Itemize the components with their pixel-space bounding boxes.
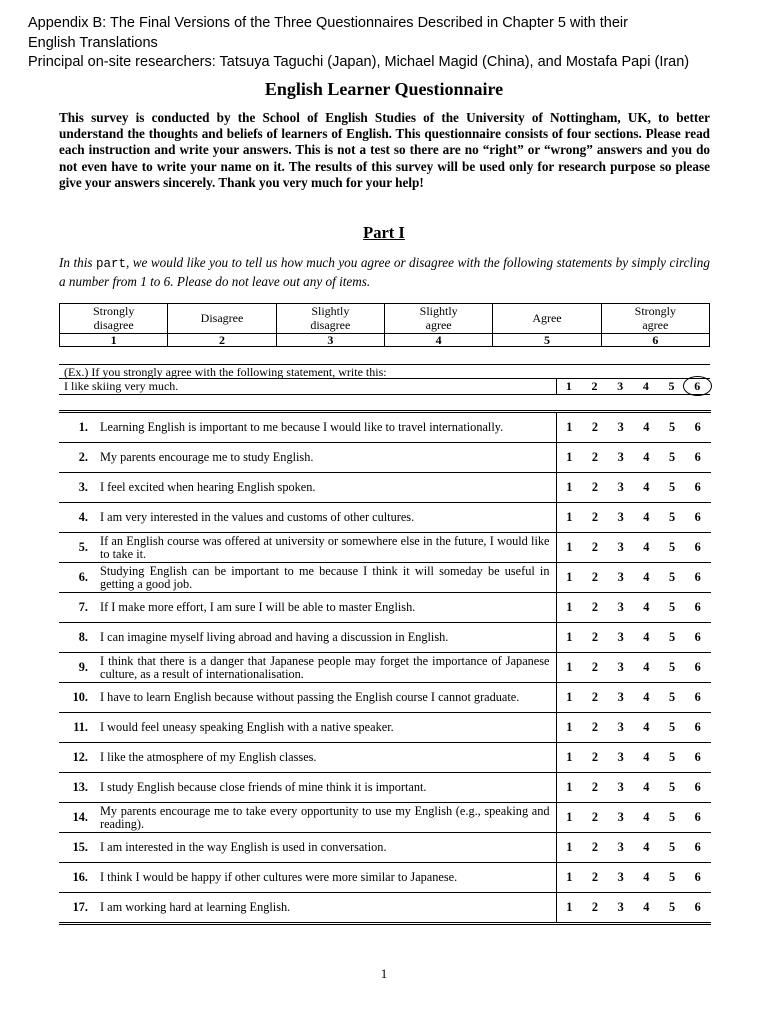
response-option-5[interactable]: 5 — [668, 750, 676, 764]
question-number: 12. — [59, 743, 94, 773]
question-row — [59, 863, 711, 893]
question-response-options — [556, 833, 711, 863]
response-option-group — [557, 811, 711, 824]
response-option-3[interactable]: 3 — [617, 570, 624, 584]
response-option-1[interactable]: 1 — [566, 900, 573, 914]
question-number: 5. — [59, 533, 94, 563]
question-response-options — [556, 623, 711, 653]
question-text: Studying English can be important to me because I think it will someday be useful in getting a good job. — [94, 563, 556, 593]
response-option-6[interactable]: 6 — [694, 600, 701, 614]
response-option-4[interactable]: 4 — [643, 540, 650, 554]
response-option-group — [557, 721, 711, 734]
response-option-1[interactable]: 1 — [566, 720, 573, 734]
appendix-header — [28, 14, 748, 73]
response-option-2[interactable]: 2 — [591, 720, 599, 734]
scale-label-4 — [384, 304, 492, 334]
question-row — [59, 773, 711, 803]
response-option-3[interactable]: 3 — [617, 480, 624, 494]
response-option-6[interactable]: 6 — [694, 630, 701, 644]
question-text: I think that there is a danger that Japanese people may forget the importance of Japanese culture, as a result of internationalisation. — [94, 653, 556, 683]
response-option-1[interactable]: 1 — [566, 480, 573, 494]
question-text: I study English because close friends of mine think it is important. — [94, 773, 556, 803]
example-bottom-rule — [59, 394, 710, 395]
response-option-1[interactable]: 1 — [566, 870, 573, 884]
response-option-3[interactable]: 3 — [617, 510, 624, 524]
response-option-2[interactable]: 2 — [591, 570, 599, 584]
question-response-options — [556, 713, 711, 743]
example-option-4: 4 — [642, 379, 649, 393]
question-row — [59, 443, 711, 473]
rating-scale-table — [59, 303, 710, 347]
scale-number-1: 1 — [60, 334, 168, 347]
question-number: 15. — [59, 833, 94, 863]
response-option-3[interactable]: 3 — [617, 600, 624, 614]
question-response-options — [556, 773, 711, 803]
question-row — [59, 743, 711, 773]
response-option-group — [557, 691, 711, 704]
response-option-3[interactable]: 3 — [617, 870, 624, 884]
response-option-2[interactable]: 2 — [591, 840, 599, 854]
response-option-1[interactable]: 1 — [566, 810, 573, 824]
question-number: 2. — [59, 443, 94, 473]
response-option-6[interactable]: 6 — [694, 780, 701, 794]
question-text: I am interested in the way English is used in conversation. — [94, 833, 556, 863]
example-instruction: (Ex.) If you strongly agree with the following statement, write this: — [64, 365, 387, 379]
question-text: If an English course was offered at university or somewhere else in the future, I would like to take it. — [94, 533, 556, 563]
response-option-6[interactable]: 6 — [694, 690, 701, 704]
question-number: 3. — [59, 473, 94, 503]
items-body — [59, 412, 711, 924]
response-option-group — [557, 751, 711, 764]
question-row — [59, 593, 711, 623]
question-text: I think I would be happy if other cultures were more similar to Japanese. — [94, 863, 556, 893]
response-option-6[interactable]: 6 — [694, 750, 701, 764]
example-option-1: 1 — [565, 379, 572, 393]
response-option-4[interactable]: 4 — [643, 660, 650, 674]
response-option-3[interactable]: 3 — [617, 900, 624, 914]
response-option-4[interactable]: 4 — [643, 900, 650, 914]
question-row — [59, 473, 711, 503]
response-option-6[interactable]: 6 — [694, 570, 701, 584]
response-option-3[interactable]: 3 — [617, 750, 624, 764]
response-option-2[interactable]: 2 — [591, 420, 599, 434]
response-option-4[interactable]: 4 — [643, 870, 650, 884]
question-text: I feel excited when hearing English spoken. — [94, 473, 556, 503]
scale-label-2 — [168, 304, 276, 334]
example-option-6: 6 — [694, 379, 701, 393]
question-number: 13. — [59, 773, 94, 803]
question-row — [59, 563, 711, 593]
question-number: 1. — [59, 412, 94, 443]
response-option-4[interactable]: 4 — [643, 690, 650, 704]
response-option-1[interactable]: 1 — [566, 750, 573, 764]
scale-label-5 — [493, 304, 601, 334]
response-option-6[interactable]: 6 — [694, 810, 701, 824]
response-option-5[interactable]: 5 — [668, 420, 676, 434]
question-text: If I make more effort, I am sure I will be able to master English. — [94, 593, 556, 623]
response-option-1[interactable]: 1 — [566, 420, 573, 434]
response-option-6[interactable]: 6 — [694, 900, 701, 914]
question-number: 4. — [59, 503, 94, 533]
response-option-5[interactable]: 5 — [668, 480, 676, 494]
instruction-mono-word: part — [95, 257, 126, 271]
response-option-1[interactable]: 1 — [566, 600, 573, 614]
response-option-1[interactable]: 1 — [566, 510, 573, 524]
response-option-3[interactable]: 3 — [617, 810, 624, 824]
response-option-5[interactable]: 5 — [668, 690, 676, 704]
instruction-before: In this — [59, 255, 96, 270]
response-option-4[interactable]: 4 — [643, 450, 650, 464]
response-option-group — [557, 601, 711, 614]
scale-label-1a: Strongly — [92, 304, 135, 318]
response-option-1[interactable]: 1 — [566, 540, 573, 554]
question-row — [59, 503, 711, 533]
response-option-4[interactable]: 4 — [643, 600, 650, 614]
question-number: 8. — [59, 623, 94, 653]
scale-label-4b: agree — [425, 317, 452, 332]
response-option-6[interactable]: 6 — [694, 480, 701, 494]
response-option-2[interactable]: 2 — [591, 870, 599, 884]
response-option-group — [557, 661, 711, 674]
question-response-options — [556, 412, 711, 443]
scale-number-5: 5 — [493, 334, 601, 347]
response-option-1[interactable]: 1 — [566, 570, 573, 584]
part-instruction — [59, 254, 710, 290]
response-option-5[interactable]: 5 — [668, 780, 676, 794]
question-response-options — [556, 803, 711, 833]
question-response-options — [556, 563, 711, 593]
scale-number-6: 6 — [601, 334, 709, 347]
example-answer-circle — [683, 376, 712, 396]
response-option-4[interactable]: 4 — [643, 750, 650, 764]
question-response-options — [556, 893, 711, 924]
response-option-3[interactable]: 3 — [617, 630, 624, 644]
response-option-6[interactable]: 6 — [694, 510, 701, 524]
scale-label-row — [60, 304, 710, 334]
scale-label-5a: Agree — [532, 310, 562, 325]
response-option-2[interactable]: 2 — [591, 660, 599, 674]
response-option-5[interactable]: 5 — [668, 720, 676, 734]
response-option-6[interactable]: 6 — [694, 660, 701, 674]
question-response-options — [556, 653, 711, 683]
response-option-5[interactable]: 5 — [668, 570, 676, 584]
example-option-5: 5 — [668, 379, 675, 393]
example-option-2: 2 — [591, 379, 598, 393]
question-text: I have to learn English because without passing the English course I cannot graduate. — [94, 683, 556, 713]
response-option-group — [557, 871, 711, 884]
question-number: 9. — [59, 653, 94, 683]
question-text: I would feel uneasy speaking English with a native speaker. — [94, 713, 556, 743]
response-option-6[interactable]: 6 — [694, 840, 701, 854]
response-option-1[interactable]: 1 — [566, 450, 573, 464]
scale-label-6a: Strongly — [634, 304, 676, 318]
question-response-options — [556, 473, 711, 503]
question-text: I am very interested in the values and customs of other cultures. — [94, 503, 556, 533]
response-option-3[interactable]: 3 — [617, 660, 624, 674]
response-option-5[interactable]: 5 — [668, 660, 676, 674]
response-option-2[interactable]: 2 — [591, 750, 599, 764]
response-option-group — [557, 631, 711, 644]
scale-label-1b: disagree — [93, 317, 134, 332]
response-option-1[interactable]: 1 — [566, 660, 573, 674]
appendix-line-1: Appendix B: The Final Versions of the Three Questionnaires Described in Chapter 5 with their — [28, 15, 628, 31]
response-option-2[interactable]: 2 — [591, 780, 599, 794]
question-response-options — [556, 503, 711, 533]
response-option-1[interactable]: 1 — [566, 840, 573, 854]
question-response-options — [556, 593, 711, 623]
question-response-options — [556, 683, 711, 713]
question-row — [59, 803, 711, 833]
question-number: 7. — [59, 593, 94, 623]
response-option-2[interactable]: 2 — [591, 630, 599, 644]
response-option-3[interactable]: 3 — [617, 450, 624, 464]
scale-number-3: 3 — [276, 334, 384, 347]
response-option-3[interactable]: 3 — [617, 420, 624, 434]
question-text: I can imagine myself living abroad and having a discussion in English. — [94, 623, 556, 653]
response-option-4[interactable]: 4 — [643, 840, 650, 854]
example-option-3: 3 — [617, 379, 624, 393]
response-option-group — [557, 511, 711, 524]
response-option-2[interactable]: 2 — [591, 600, 599, 614]
response-option-6[interactable]: 6 — [694, 540, 701, 554]
response-option-5[interactable]: 5 — [668, 630, 676, 644]
response-option-5[interactable]: 5 — [668, 810, 676, 824]
response-option-2[interactable]: 2 — [591, 900, 599, 914]
question-row — [59, 623, 711, 653]
scale-label-2a: Disagree — [200, 310, 244, 325]
response-option-6[interactable]: 6 — [694, 450, 701, 464]
response-option-4[interactable]: 4 — [643, 780, 650, 794]
scale-label-6 — [601, 304, 709, 334]
appendix-line-3: Principal on-site researchers: Tatsuya Taguchi (Japan), Michael Magid (China), and Mostafa Papi (Iran) — [28, 54, 690, 70]
response-option-2[interactable]: 2 — [591, 450, 599, 464]
question-row — [59, 833, 711, 863]
question-text: My parents encourage me to study English. — [94, 443, 556, 473]
question-text: I am working hard at learning English. — [100, 900, 291, 914]
response-option-3[interactable]: 3 — [617, 540, 624, 554]
response-option-group — [557, 481, 711, 494]
response-option-4[interactable]: 4 — [643, 630, 650, 644]
page-number: 1 — [380, 966, 388, 981]
scale-number-4: 4 — [384, 334, 492, 347]
question-response-options — [556, 443, 711, 473]
instruction-after: , we would like you to tell us how much you agree or disagree with the following statements by simply circling a number from 1 to 6. Please do not leave out any of items. — [59, 255, 710, 289]
response-option-5[interactable]: 5 — [668, 540, 676, 554]
response-option-1[interactable]: 1 — [566, 630, 573, 644]
response-option-group — [557, 541, 711, 554]
response-option-4[interactable]: 4 — [643, 810, 650, 824]
response-option-3[interactable]: 3 — [617, 720, 624, 734]
response-option-4[interactable]: 4 — [643, 720, 650, 734]
scale-label-6b: agree — [642, 317, 669, 332]
response-option-2[interactable]: 2 — [591, 510, 599, 524]
response-option-group — [557, 571, 711, 584]
questionnaire-items-table — [59, 410, 711, 925]
scale-number-row — [60, 334, 710, 347]
question-row — [59, 713, 711, 743]
response-option-1[interactable]: 1 — [566, 690, 573, 704]
part-heading: Part I — [363, 223, 405, 242]
question-row — [59, 533, 711, 563]
example-box — [59, 364, 710, 395]
response-option-3[interactable]: 3 — [617, 690, 624, 704]
question-number: 17. — [72, 900, 88, 914]
response-option-group — [557, 781, 711, 794]
response-option-2[interactable]: 2 — [591, 480, 599, 494]
question-text: My parents encourage me to take every opportunity to use my English (e.g., speaking and reading). — [94, 803, 556, 833]
document-title: English Learner Questionnaire — [264, 79, 504, 99]
question-row — [59, 893, 711, 924]
response-option-6[interactable]: 6 — [694, 720, 701, 734]
response-option-6[interactable]: 6 — [694, 420, 701, 434]
response-option-group — [557, 421, 711, 434]
question-number: 10. — [59, 683, 94, 713]
response-option-1[interactable]: 1 — [566, 780, 573, 794]
response-option-4[interactable]: 4 — [643, 570, 650, 584]
response-option-5[interactable]: 5 — [668, 510, 676, 524]
appendix-line-2: English Translations — [28, 34, 158, 51]
question-response-options — [556, 743, 711, 773]
response-option-group — [557, 841, 711, 854]
question-number: 6. — [59, 563, 94, 593]
response-option-group — [557, 451, 711, 464]
response-option-5[interactable]: 5 — [668, 900, 676, 914]
question-number: 11. — [59, 713, 94, 743]
scale-label-1 — [60, 304, 168, 334]
intro-paragraph: This survey is conducted by the School of English Studies of the University of Nottingham, UK, to better understand the thoughts and beliefs of learners of English. This questionnaire consists of four sections. Please read each instruction and write your answers. This is not a test so there are no “right” or “wrong” answers and you do not even have to write your name on it. The results of this survey will be used only for research purpose so please give your answers sincerely. Thank you very much for your help! — [59, 110, 710, 190]
question-text: Learning English is important to me because I would like to travel internationally. — [94, 412, 556, 443]
response-option-3[interactable]: 3 — [617, 780, 624, 794]
response-option-4[interactable]: 4 — [643, 420, 650, 434]
question-number: 14. — [59, 803, 94, 833]
question-text: I like the atmosphere of my English classes. — [94, 743, 556, 773]
response-option-4[interactable]: 4 — [643, 480, 650, 494]
scale-label-3b: disagree — [310, 317, 351, 332]
response-option-3[interactable]: 3 — [617, 840, 624, 854]
response-option-5[interactable]: 5 — [668, 600, 676, 614]
response-option-group — [557, 901, 711, 914]
response-option-4[interactable]: 4 — [643, 510, 650, 524]
scale-label-4a: Slightly — [419, 304, 458, 318]
question-row — [59, 653, 711, 683]
scale-number-2: 2 — [168, 334, 276, 347]
response-option-5[interactable]: 5 — [668, 450, 676, 464]
question-response-options — [556, 863, 711, 893]
question-number: 16. — [59, 863, 94, 893]
question-row — [59, 412, 711, 443]
question-row — [59, 683, 711, 713]
example-statement: I like skiing very much. — [64, 379, 179, 393]
scale-label-3 — [276, 304, 384, 334]
response-option-5[interactable]: 5 — [668, 870, 676, 884]
scale-label-3a: Slightly — [311, 304, 350, 318]
response-option-2[interactable]: 2 — [591, 540, 599, 554]
response-option-5[interactable]: 5 — [668, 840, 676, 854]
response-option-2[interactable]: 2 — [591, 810, 599, 824]
response-option-2[interactable]: 2 — [591, 690, 599, 704]
question-response-options — [556, 533, 711, 563]
response-option-6[interactable]: 6 — [694, 870, 701, 884]
